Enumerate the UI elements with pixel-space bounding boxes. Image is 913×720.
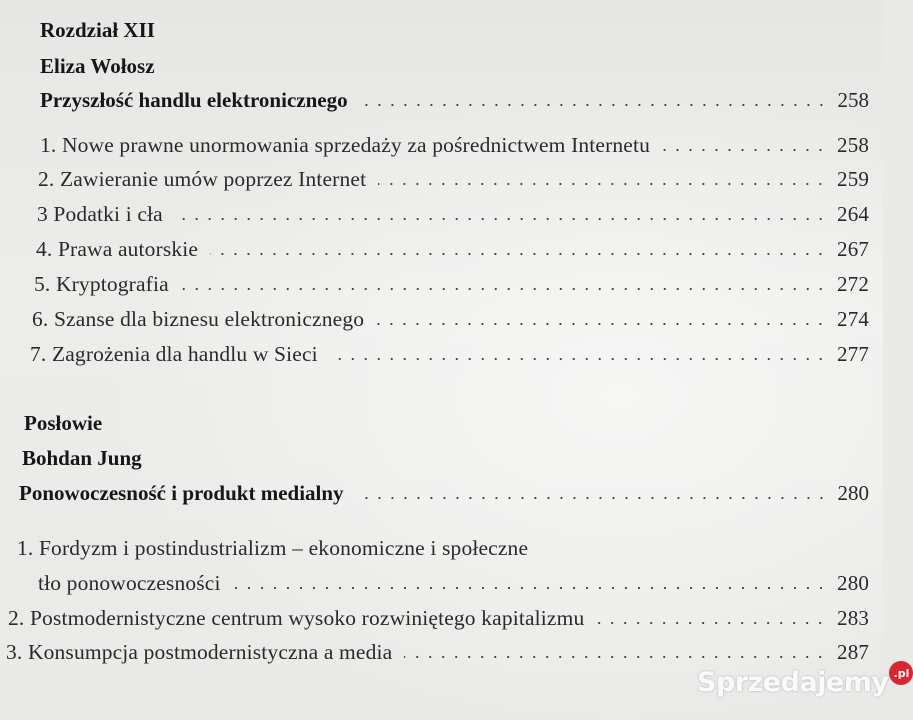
afterword-author: [22, 443, 142, 473]
page-number: 274: [837, 307, 869, 331]
page-number: 280: [837, 571, 869, 595]
entry-title: 2. Zawieranie umów poprzez Internet: [38, 167, 367, 191]
dot-leader: [181, 288, 827, 290]
dot-leader: [360, 104, 828, 106]
afterword-author-text: Bohdan Jung: [22, 446, 142, 470]
sprzedajemy-watermark: [697, 667, 913, 698]
page-number: 264: [837, 202, 869, 226]
page-number: 258: [837, 88, 869, 112]
toc-entry[interactable]: [34, 269, 869, 299]
dot-leader: [210, 253, 827, 255]
watermark-text: Sprzedajemy: [697, 667, 889, 698]
entry-title: 1. Nowe prawne unormowania sprzedaży za pośrednictwem Internetu: [40, 133, 651, 157]
page-number: 287: [837, 640, 869, 664]
entry-title: 5. Kryptografia: [34, 272, 169, 296]
page-number: 259: [837, 167, 869, 191]
afterword-label-text: Posłowie: [24, 411, 103, 435]
dot-leader: [330, 358, 827, 360]
toc-entry[interactable]: [32, 304, 869, 334]
entry-title-continued: tło ponowoczesności: [38, 571, 221, 595]
chapter-label-text: Rozdział XII: [40, 18, 155, 42]
toc-entry-afterword-title[interactable]: [19, 478, 869, 508]
chapter-label: [40, 15, 155, 45]
page-number: 277: [837, 342, 869, 366]
toc-entry[interactable]: [38, 164, 869, 194]
entry-title: Przyszłość handlu elektronicznego: [40, 88, 348, 112]
entry-title: 7. Zagrożenia dla handlu w Sieci: [30, 342, 318, 366]
dot-leader: [233, 587, 827, 589]
entry-title: 3. Konsumpcja postmodernistyczna a media: [6, 640, 393, 664]
dot-leader: [404, 656, 827, 658]
watermark-badge-icon: .pl: [889, 661, 913, 685]
page-number: 267: [837, 237, 869, 261]
dot-leader: [356, 497, 828, 499]
toc-entry-line1[interactable]: [17, 533, 528, 563]
page-number: 272: [837, 272, 869, 296]
toc-entry[interactable]: [6, 637, 869, 667]
toc-entry-line2[interactable]: [38, 568, 869, 598]
dot-leader: [378, 183, 827, 185]
entry-title: 2. Postmodernistyczne centrum wysoko rozwiniętego kapitalizmu: [8, 606, 585, 630]
toc-entry[interactable]: [8, 603, 869, 633]
dot-leader: [596, 622, 827, 624]
toc-entry-chapter-title[interactable]: [40, 85, 869, 115]
toc-entry[interactable]: [30, 339, 869, 369]
entry-title: 6. Szanse dla biznesu elektronicznego: [32, 307, 365, 331]
chapter-author: [40, 51, 155, 81]
afterword-label: [24, 408, 102, 438]
entry-title: 1. Fordyzm i postindustrializm – ekonomiczne i społeczne: [17, 536, 529, 560]
page-number: 283: [837, 606, 869, 630]
dot-leader: [376, 323, 827, 325]
chapter-author-text: Eliza Wołosz: [40, 54, 155, 78]
dot-leader: [662, 149, 827, 151]
entry-title: Ponowoczesność i produkt medialny: [19, 481, 344, 505]
entry-title: 3 Podatki i cła: [37, 202, 163, 226]
toc-entry[interactable]: [40, 130, 869, 160]
page-number: 258: [837, 133, 869, 157]
entry-title: 4. Prawa autorskie: [36, 237, 199, 261]
toc-entry[interactable]: [36, 234, 869, 264]
page-number: 280: [837, 481, 869, 505]
dot-leader: [175, 218, 827, 220]
toc-entry[interactable]: [37, 199, 869, 229]
